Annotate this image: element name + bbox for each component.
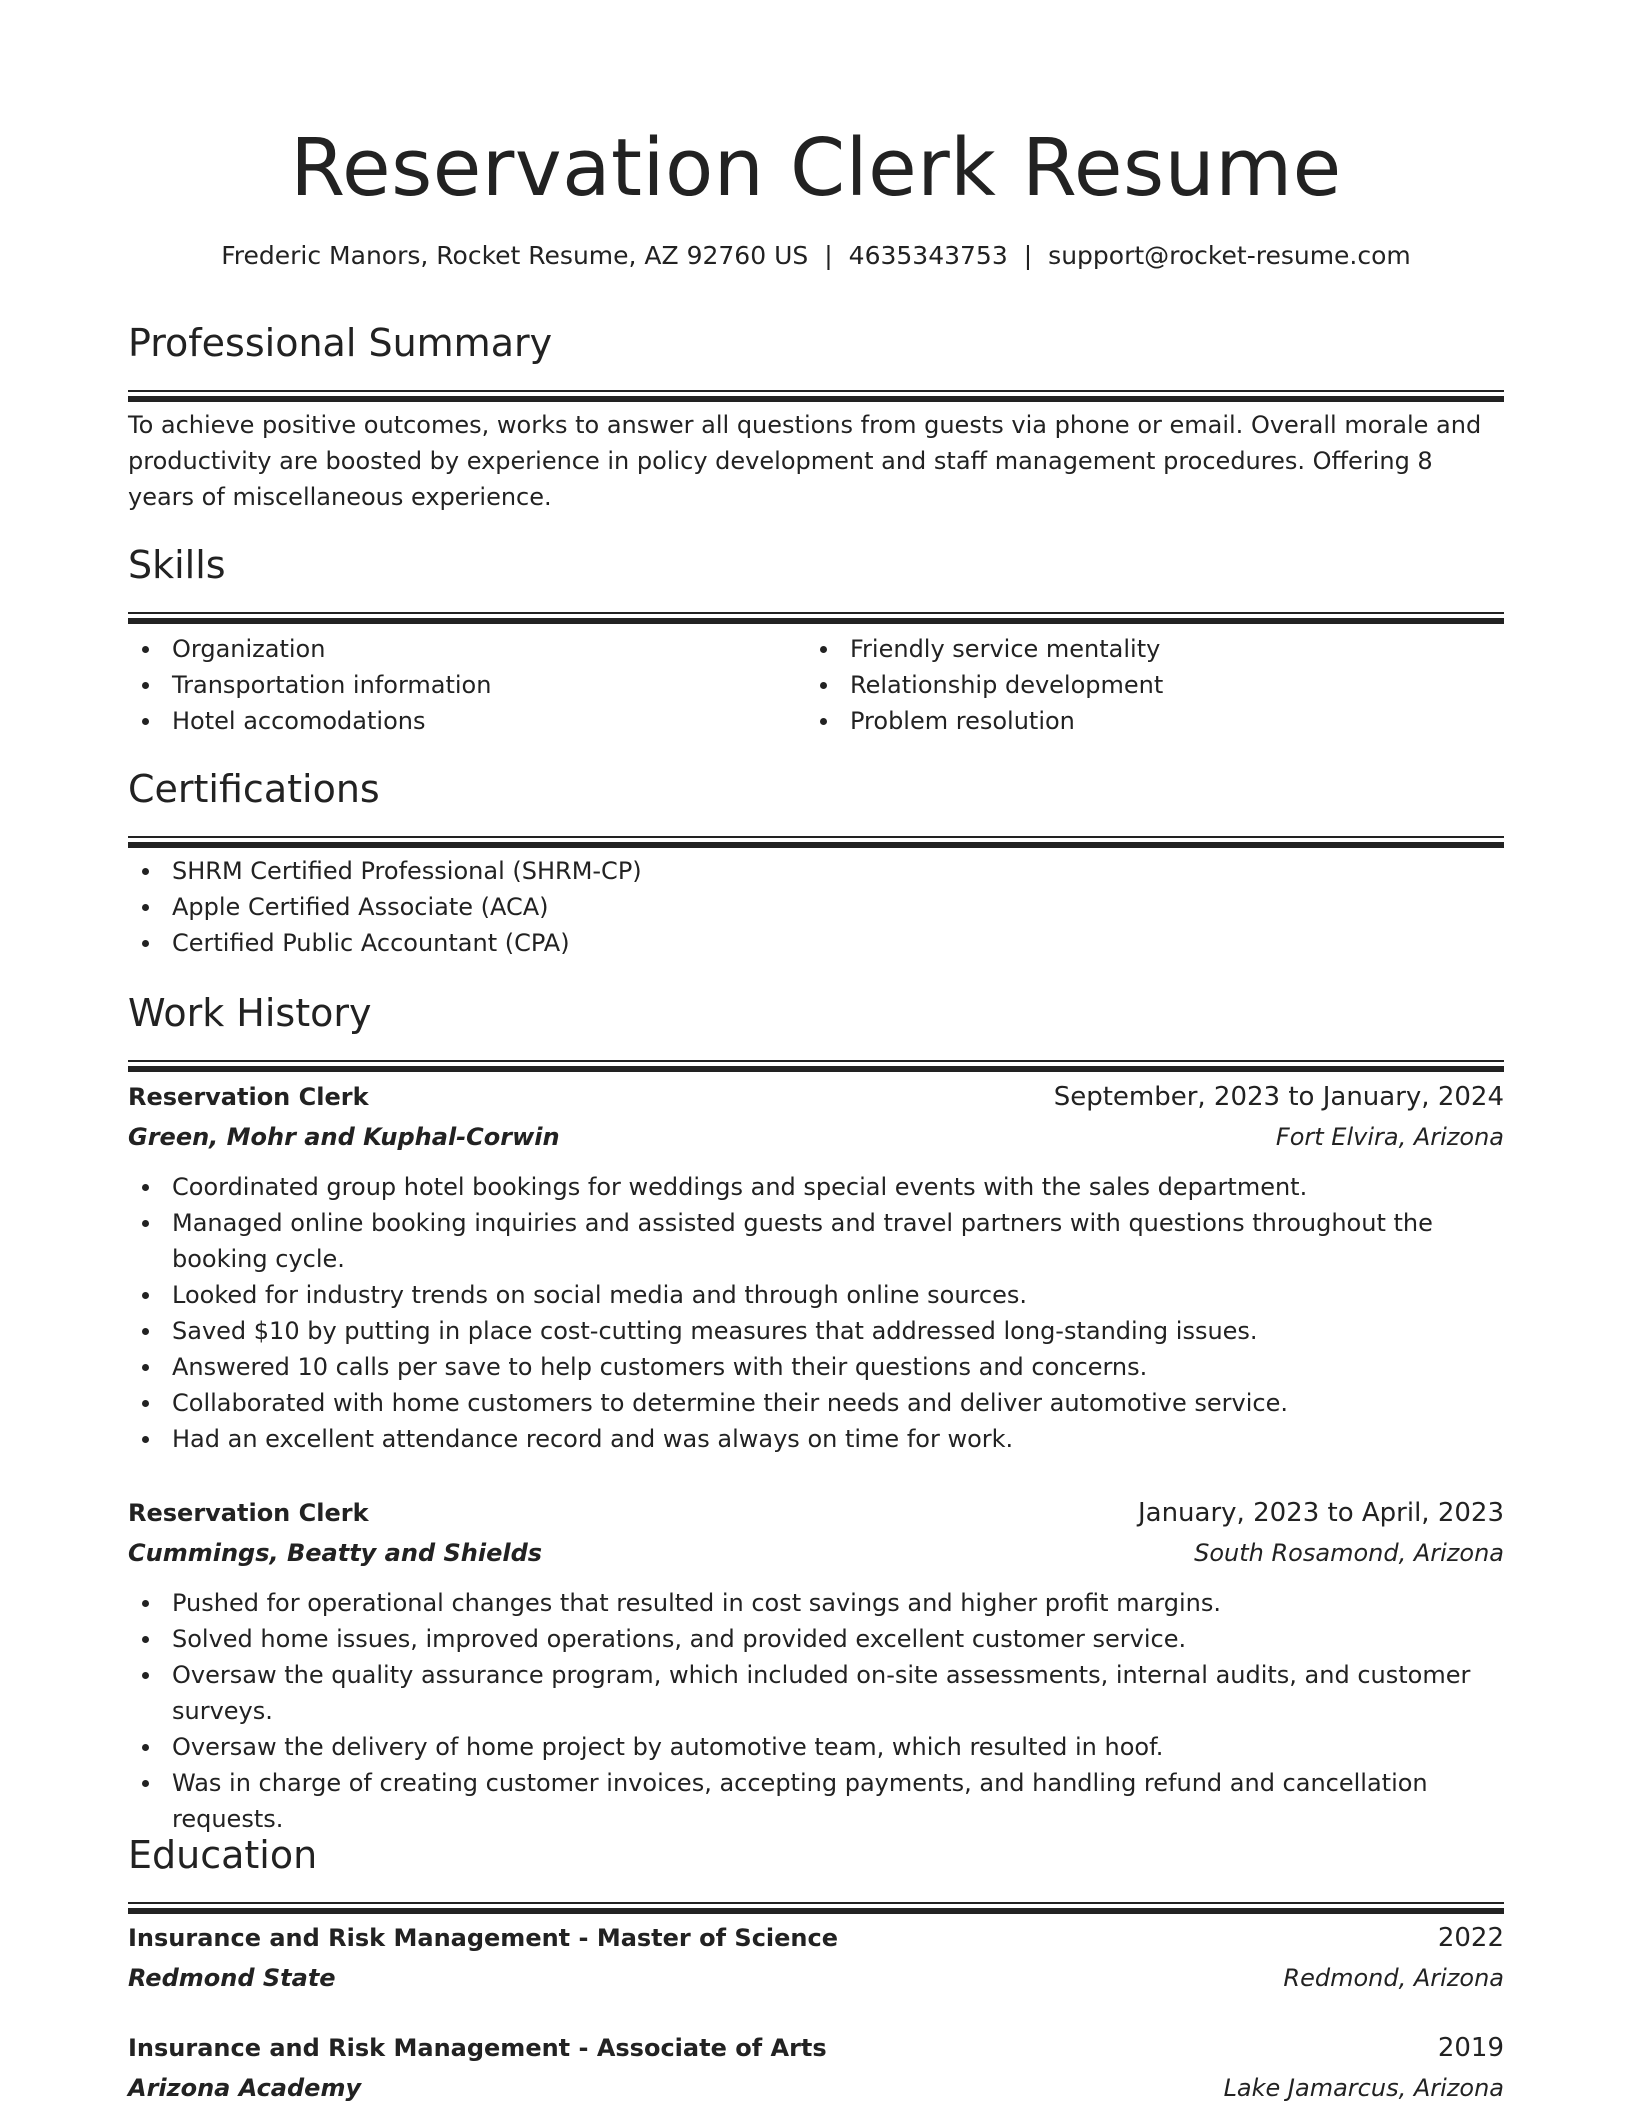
section-skills: [128, 540, 1504, 624]
education-school: Arizona Academy: [128, 2074, 362, 2102]
job-entry: [128, 1493, 1504, 1837]
skill-item: Friendly service mentality: [806, 631, 1466, 667]
skill-item: Relationship development: [806, 667, 1466, 703]
section-heading: Professional Summary: [128, 321, 553, 365]
contact-separator: |: [1023, 241, 1033, 270]
job-bullet: Saved $10 by putting in place cost-cutting measures that addressed long-standing issues.: [128, 1313, 1504, 1349]
job-title: Reservation Clerk: [128, 1499, 369, 1527]
job-bullet: Was in charge of creating customer invoices, accepting payments, and handling refund and cancellation requests.: [128, 1765, 1504, 1837]
certification-item: SHRM Certified Professional (SHRM-CP): [128, 853, 1504, 889]
job-company-row: [128, 1533, 1504, 1573]
education-school: Redmond State: [128, 1964, 336, 1992]
summary-text: To achieve positive outcomes, works to answer all questions from guests via phone or email. Overall morale and productivity are boosted by experience in policy development and staff management procedures. Offering 8 years of miscellaneous experience.: [128, 411, 1482, 511]
certifications-list: [128, 853, 1504, 961]
job-bullet: Looked for industry trends on social media and through online sources.: [128, 1277, 1504, 1313]
skill-item: Hotel accomodations: [128, 703, 788, 739]
job-bullet: Managed online booking inquiries and assisted guests and travel partners with questions throughout the booking cycle.: [128, 1205, 1504, 1277]
job-title: Reservation Clerk: [128, 1083, 369, 1111]
section-divider: [128, 836, 1504, 848]
job-company: Cummings, Beatty and Shields: [128, 1539, 543, 1567]
job-bullet: Solved home issues, improved operations, and provided excellent customer service.: [128, 1621, 1504, 1657]
education-entry: [128, 1918, 1504, 1998]
job-header-row: [128, 1077, 1504, 1117]
skills-list: [128, 631, 788, 739]
section-heading: Education: [128, 1833, 318, 1877]
education-degree: Insurance and Risk Management - Master of Science: [128, 1924, 839, 1952]
job-company-row: [128, 1117, 1504, 1157]
job-dates: January, 2023 to April, 2023: [1137, 1498, 1504, 1528]
job-bullet: Oversaw the quality assurance program, which included on-site assessments, internal audits, and customer surveys.: [128, 1657, 1504, 1729]
section-education: [128, 1830, 1504, 1914]
job-bullets: [128, 1169, 1504, 1457]
skills-column-right: [806, 631, 1466, 739]
education-location: Lake Jamarcus, Arizona: [1223, 2074, 1504, 2102]
education-year: 2019: [1437, 2033, 1504, 2063]
skill-item: Organization: [128, 631, 788, 667]
skills-list: [806, 631, 1466, 739]
job-company: Green, Mohr and Kuphal-Corwin: [128, 1123, 560, 1151]
section-certifications: [128, 764, 1504, 848]
education-degree: Insurance and Risk Management - Associate of Arts: [128, 2034, 827, 2062]
job-bullet: Pushed for operational changes that resulted in cost savings and higher profit margins.: [128, 1585, 1504, 1621]
education-school-row: [128, 2068, 1504, 2108]
page-title: Reservation Clerk Resume: [290, 122, 1342, 214]
contact-separator: |: [824, 241, 833, 270]
section-heading: Certifications: [128, 767, 380, 811]
job-location: South Rosamond, Arizona: [1194, 1539, 1504, 1567]
job-bullet: Answered 10 calls per save to help customers with their questions and concerns.: [128, 1349, 1504, 1385]
job-header-row: [128, 1493, 1504, 1533]
job-bullet: Coordinated group hotel bookings for weddings and special events with the sales department.: [128, 1169, 1504, 1205]
job-bullet: Collaborated with home customers to determine their needs and deliver automotive service.: [128, 1385, 1504, 1421]
job-bullet: Had an excellent attendance record and was always on time for work.: [128, 1421, 1504, 1457]
job-location: Fort Elvira, Arizona: [1275, 1123, 1504, 1151]
skills-column-left: [128, 631, 788, 739]
job-dates: September, 2023 to January, 2024: [1053, 1082, 1504, 1112]
section-divider: [128, 390, 1504, 402]
education-degree-row: [128, 1918, 1504, 1958]
certification-item: Certified Public Accountant (CPA): [128, 925, 1504, 961]
section-heading: Work History: [128, 991, 372, 1035]
contact-line: [128, 238, 1504, 274]
job-bullet: Oversaw the delivery of home project by automotive team, which resulted in hoof.: [128, 1729, 1504, 1765]
certifications-block: [128, 853, 1504, 961]
contact-email: support@rocket-resume.com: [1048, 241, 1411, 270]
section-divider: [128, 1060, 1504, 1072]
education-entry: [128, 2028, 1504, 2108]
education-year: 2022: [1437, 1923, 1504, 1953]
contact-phone: 4635343753: [848, 241, 1008, 270]
job-entry: [128, 1077, 1504, 1457]
section-divider: [128, 612, 1504, 624]
education-location: Redmond, Arizona: [1283, 1964, 1504, 1992]
job-bullets: [128, 1585, 1504, 1837]
section-heading: Skills: [128, 543, 226, 587]
education-degree-row: [128, 2028, 1504, 2068]
contact-address: Frederic Manors, Rocket Resume, AZ 92760 US: [221, 241, 809, 270]
section-divider: [128, 1902, 1504, 1914]
skill-item: Transportation information: [128, 667, 788, 703]
education-school-row: [128, 1958, 1504, 1998]
section-work-history: [128, 988, 1504, 1072]
skill-item: Problem resolution: [806, 703, 1466, 739]
certification-item: Apple Certified Associate (ACA): [128, 889, 1504, 925]
section-professional-summary: [128, 318, 1504, 402]
